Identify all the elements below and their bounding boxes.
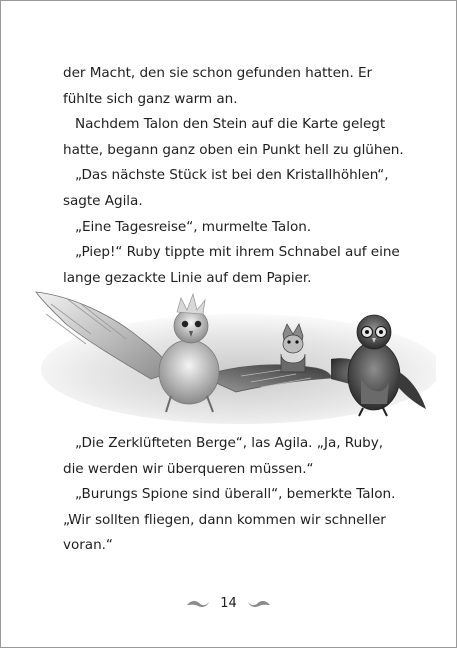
text-line: der Macht, den sie schon gefunden hatten. Er bbox=[63, 65, 373, 81]
text-line: „Das nächste Stück ist bei den Kristallhöhlen“, bbox=[75, 167, 389, 184]
left-ornament-icon bbox=[186, 594, 210, 613]
bird-scene-illustration bbox=[31, 284, 436, 424]
text-line: voran.“ bbox=[63, 537, 113, 554]
illustration-drawing bbox=[31, 284, 436, 424]
text-line: hatte, begann ganz oben ein Punkt hell zu glühen. bbox=[63, 141, 404, 158]
text-line: die werden wir überqueren müssen.“ bbox=[63, 460, 314, 477]
text-line: „Eine Tagesreise“, murmelte Talon. bbox=[75, 218, 312, 235]
text-line: fühlte sich ganz warm an. bbox=[63, 90, 238, 107]
text-line: sagte Agila. bbox=[63, 192, 143, 209]
page-number: 14 bbox=[220, 595, 237, 611]
text-line: „Wir sollten fliegen, dann kommen wir schneller bbox=[63, 511, 386, 528]
text-line: „Die Zerklüfteten Berge“, las Agila. „Ja, Ruby, bbox=[75, 435, 383, 451]
right-ornament-icon bbox=[247, 594, 271, 613]
text-line: „Piep!“ Ruby tippte mit ihrem Schnabel auf eine bbox=[75, 244, 400, 261]
text-block-top bbox=[63, 61, 403, 291]
text-line: Nachdem Talon den Stein auf die Karte gelegt bbox=[75, 116, 386, 133]
text-block-bottom bbox=[63, 431, 403, 559]
page-footer bbox=[1, 591, 456, 615]
text-line: „Burungs Spione sind überall“, bemerkte Talon. bbox=[75, 486, 396, 503]
text-line: lange gezackte Linie auf dem Papier. bbox=[63, 269, 312, 286]
